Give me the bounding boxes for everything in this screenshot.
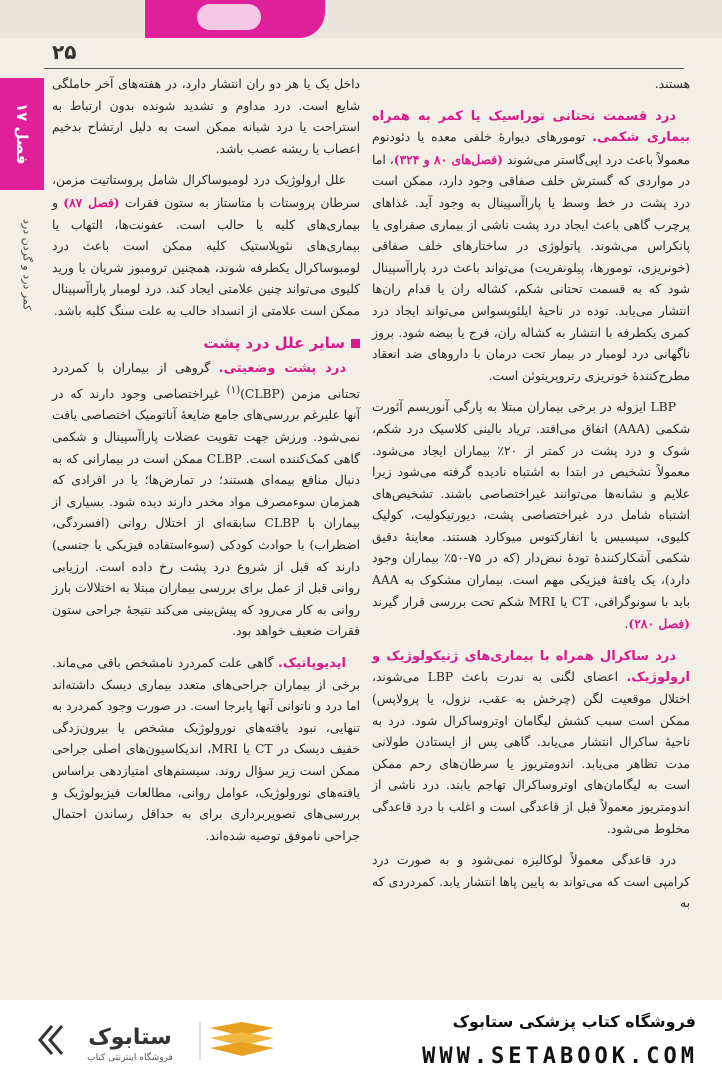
paragraph-sacral: درد ساکرال همراه با بیماری‌های ژنیکولوژیک و ارولوژیک. اعضای لگنی به ندرت باعث LBP می‌شوند، اختلال موقعیت لگن (چرخش به عقب، نزول، یا پرولاپس) ممکن است سبب کشش لیگامان اوتروساکرال شود. درد به ناحیهٔ ساکرال انتشار می‌یابد. گاهی پس از ایستادن طولانی مدت تظاهر می‌یابد. اندومتریوز یا سرطان‌های رحم ممکن است به لیگامان‌های اوتروساکرال تهاجم یابند. درد ناشی از اندومتریوز معمولاً قبل از قاعدگی است و اغلب با درد قاعدگی مخلوط می‌شود. — [372, 648, 690, 836]
book-stack-icon — [210, 1022, 274, 1056]
logo-tagline: فروشگاه اینترنتی کتاب — [87, 1053, 173, 1063]
left-column — [52, 74, 360, 857]
footnote-marker: (۱) — [226, 383, 241, 396]
paragraph-abdominal: درد قسمت تحتانی توراسیک یا کمر به همراه بیماری شکمی. تومورهای دیوارهٔ خلفی معده یا دئودنوم معمولاً باعث درد اپی‌گاستر می‌شوند (فصل‌های ۸۰ و ۳۲۴)، اما در مواردی که گسترش خلف صفاقی وجود دارد، ممکن است درد پشت در خط وسط یا پاراآسپینال به وجود آید. غذاهای پرچرب گاهی باعث ایجاد درد پشت ناشی از بیماری صفراوی یا پانکراس می‌شوند. پاتولوژی در ساختارهای خلف صفاقی (خونریزی، تومورها، پیلونفریت) می‌تواند باعث درد پاراآسپینال شود که به قسمت تحتانی شکم، کشاله ران یا قدام ران‌ها انتشار می‌یابد. توده در ناحیهٔ ایلئوپسواس می‌تواند ایجاد درد کمری یکطرفه با انتشار به کشاله ران، فرج یا بیضه شود. بروز ناگهانی درد لومبار در بیمار تحت درمان با داروهای ضد انعقاد مطرح‌کنندهٔ خونریزی رتروپریتوئن است. — [372, 108, 691, 383]
chapter-label: فصل ۱۷ — [13, 103, 31, 165]
section-heading: سایر علل درد پشت — [52, 333, 360, 355]
intro-text: هستند. — [654, 77, 690, 91]
right-column — [372, 74, 690, 925]
square-bullet-icon — [351, 339, 360, 348]
setabook-logo[interactable] — [30, 1014, 280, 1066]
chapter-subtitle: کمر درد و گردن درد — [20, 219, 34, 311]
paragraph-urologic: علل ارولوژیک درد لومبوساکرال شامل پروستاتیت مزمن، سرطان پروستات با متاستاز به ستون فقرات (فصل ۸۷) و بیماری‌های کلیه یا حالب است. عفونت‌ها، التهاب یا بیماری‌های نئوپلاستیک کلیه ممکن است باعث درد لومبوساکرال یکطرفه شوند، همچنین ترومبوز شریان یا ورید کلیوی می‌تواند چنین علامتی ایجاد کند. درد لومبار پاراآسپینال ممکن است علامتی از انسداد حالب به علت سنگ کلیه باشد. — [52, 173, 360, 318]
chapter-reference: (فصل‌های ۸۰ و ۳۲۴) — [393, 151, 503, 167]
paragraph-heading: درد پشت وضعیتی. — [218, 361, 346, 377]
paragraph-menstrual: درد قاعدگی معمولاً لوکالیزه نمی‌شود و به صورت درد کرامپی است که می‌تواند به پایین پاها انتشار یابد. کمردردی که به — [372, 853, 690, 911]
header-rule — [44, 68, 684, 69]
paragraph-heading: درد قسمت تحتانی توراسیک یا کمر به همراه بیماری شکمی. — [372, 108, 691, 146]
shop-name: فروشگاه کتاب پزشکی ستابوک — [452, 1012, 696, 1031]
chevrons-left-icon — [40, 1026, 62, 1054]
footer-banner — [0, 1000, 722, 1080]
chapter-subtitle-box — [14, 200, 40, 330]
logo-wordmark: ستابوک — [88, 1025, 172, 1050]
chapter-tab — [0, 78, 44, 190]
chapter-reference: (فصل ۸۷) — [63, 194, 120, 210]
page-number: ۲۵ — [52, 40, 77, 64]
paragraph-postural: درد پشت وضعیتی. گروهی از بیماران با کمردرد تحتانی مزمن (CLBP)$^{(۱)}$ غیراختصاصی وجود دارند که در آنها علیرغم بررسی‌های جامع ضایعهٔ آناتومیک اختصاصی یافت نمی‌شود. ورزش جهت تقویت عضلات پاراآسپینال و شکمی گاهی کمک‌کننده است. CLBP ممکن است در بیمارانی که به دنبال منافع بیمه‌ای هستند؛ در تمارض‌ها؛ یا در افرادی که همزمان سوءمصرف مواد مخدر دارند دیده شود. بسیاری از بیماران با CLBP سابقه‌ای از اختلال روانی (افسردگی، اضطراب) یا حوادث کودکی (سوءاستفاده فیزیکی یا جنسی) دارند که قبل از شروع درد پشت رخ داده است. ارزیابی روانی قبل از عمل برای بررسی بیماران مبتلا به اختلالات بارز روانی به کار می‌رود که پیش‌بینی می‌کند نتیجهٔ جراحی ستون فقرات ضعیف خواهد بود. — [52, 361, 360, 639]
chapter-reference: (فصل ۲۸۰) — [628, 616, 690, 632]
paragraph-aaa: LBP ایزوله در برخی بیماران مبتلا به پارگی آنوریسم آئورت شکمی (AAA) اتفاق می‌افتد. تریاد بالینی کلاسیک درد شکم، شوک و درد پشت در کمتر از ۲۰٪ بیماران ایجاد می‌شود. معمولاً تشخیص در ابتدا به اشتباه نادیده گرفته می‌شود زیرا علایم و نشانه‌ها می‌توانند غیراختصاصی باشند. تشخیص‌های اشتباه شامل درد غیراختصاصی پشت، دیورتیکولیت، کولیک کلیوی، سپسیس یا انفارکتوس میوکارد هستند. معاینهٔ دقیق شکمی آشکارکنندهٔ تودهٔ نبض‌دار (که در ۷۵-۵۰٪ بیماران وجود دارد)، یک یافتهٔ فیزیکی مهم است. بیماران مشکوک به AAA باید با سونوگرافی، CT یا MRI شکم تحت بررسی قرار گیرند (فصل ۲۸۰). — [372, 400, 690, 632]
decorative-pink-shape — [145, 0, 325, 38]
top-strip — [0, 0, 722, 38]
paragraph-heading: درد ساکرال همراه با بیماری‌های ژنیکولوژیک و ارولوژیک. — [372, 648, 690, 686]
paragraph-pregnancy: داخل یک یا هر دو ران انتشار دارد، در هفته‌های آخر حاملگی شایع است. درد مداوم و تشدید شونده بدون ارتباط به استراحت یا درد شبانه ممکن است به دلیل ارتشاح بدخیم اعصاب یا ریشه عصب باشد. — [52, 77, 360, 156]
paragraph-idiopathic: ایدیوپاتیک. گاهی علت کمردرد نامشخص باقی می‌ماند. برخی از بیماران جراحی‌های متعدد بیماری دیسک داشته‌اند اما درد و ناتوانی آنها پابرجا است. در صورت وجود کمردرد به تنهایی، نبود یافته‌های نورولوژیک مشخص یا بیرون‌زدگی خفیف دیسک در CT یا MRI، اندیکاسیون‌های اصلی جراحی ممکن است زیر سؤال روند. سیستم‌های امتیازدهی براساس یافته‌های نورولوژیک، عوامل روانی، مطالعات فیزیولوژیک و بررسی‌های تصویربرداری برای به حداقل رساندن احتمال جراحی ناموفق توصیه شده‌اند. — [52, 655, 360, 843]
paragraph-heading: ایدیوپاتیک. — [277, 655, 346, 671]
site-url-link[interactable]: WWW.SETABOOK.COM — [422, 1044, 698, 1069]
